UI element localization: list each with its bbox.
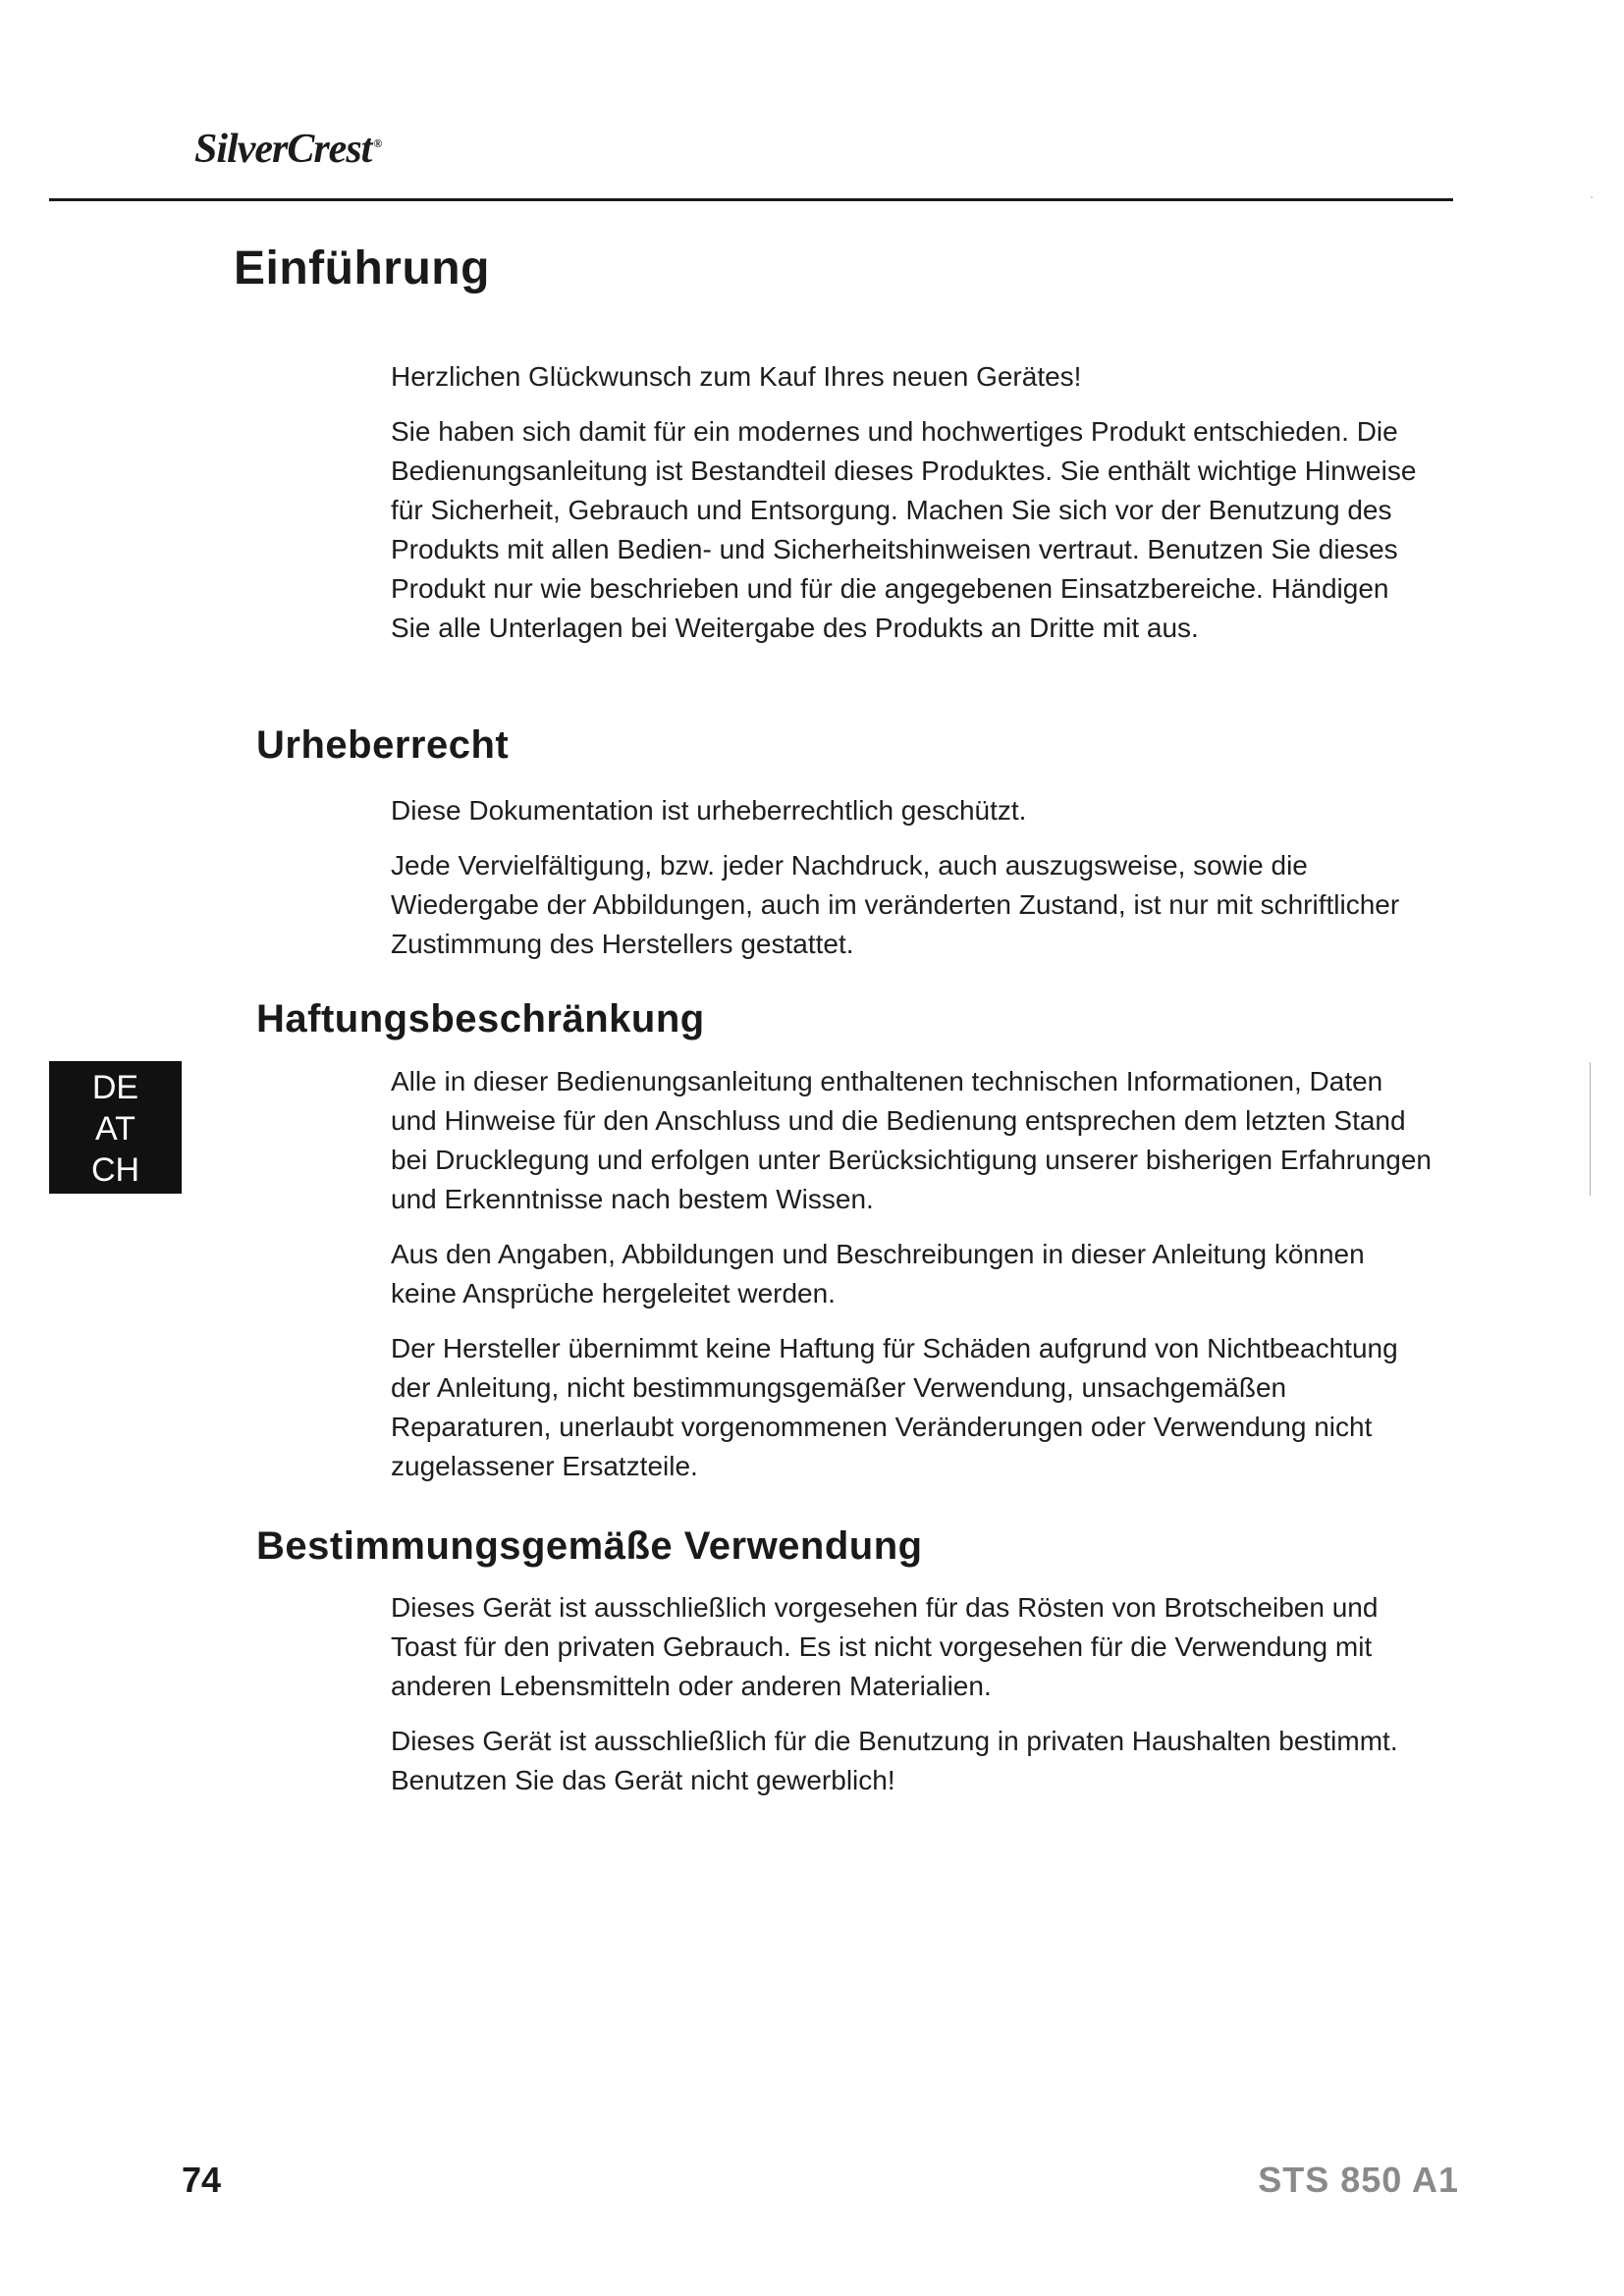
language-code-at: AT — [95, 1110, 135, 1148]
section-heading-bestimmungsgemaesse-verwendung: Bestimmungsgemäße Verwendung — [256, 1524, 923, 1568]
page-number: 74 — [182, 2160, 222, 2200]
paragraph: Herzlichen Glückwunsch zum Kauf Ihres neuen Gerätes! — [391, 361, 1082, 392]
brand-logo — [194, 126, 381, 173]
section-body-bestimmungsgemaesse-verwendung — [391, 1588, 1432, 1816]
paragraph: Dieses Gerät ist ausschließlich für die Benutzung in privaten Haushalten bestimmt. Benutzen Sie das Gerät nicht gewerblich! — [391, 1726, 1398, 1795]
header-divider — [49, 198, 1453, 201]
margin-mark — [1591, 196, 1593, 198]
paragraph: Aus den Angaben, Abbildungen und Beschreibungen in dieser Anleitung können keine Ansprüche hergeleitet werden. — [391, 1239, 1365, 1308]
language-code-ch: CH — [90, 1151, 140, 1189]
section-body-einfuehrung — [391, 357, 1432, 664]
paragraph: Diese Dokumentation ist urheberrechtlich geschützt. — [391, 795, 1027, 826]
paragraph: Der Hersteller übernimmt keine Haftung für Schäden aufgrund von Nichtbeachtung der Anleitung, nicht bestimmungsgemäßer Verwendung, unsachgemäßen Reparaturen, unerlaubt vorgenommenen Veränderungen oder Verwendung nicht zugelassener Ersatzteile. — [391, 1333, 1398, 1481]
language-code-de: DE — [91, 1069, 139, 1106]
section-body-urheberrecht — [391, 791, 1432, 980]
paragraph: Sie haben sich damit für ein modernes und hochwertiges Produkt entschieden. Die Bedienungsanleitung ist Bestandteil dieses Produktes. Sie enthält wichtige Hinweise für Sicherheit, Gebrauch und Entsorgung. Machen Sie sich vor der Benutzung des Produkts mit allen Bedien- und Sicherheitshinweisen vertraut. Benutzen Sie dieses Produkt nur wie beschrieben und für die angegebenen Einsatzbereiche. Händigen Sie alle Unterlagen bei Weitergabe des Produkts an Dritte mit aus. — [391, 416, 1417, 643]
paragraph: Alle in dieser Bedienungsanleitung enthaltenen technischen Informationen, Daten und Hinweise für den Anschluss und die Bedienung entsprechen dem letzten Stand bei Drucklegung und erfolgen unter Berücksichtigung unserer bisherigen Erfahrungen und Erkenntnisse nach bestem Wissen. — [391, 1066, 1432, 1214]
brand-name: SilverCrest — [194, 127, 372, 172]
paragraph: Jede Vervielfältigung, bzw. jeder Nachdruck, auch auszugsweise, sowie die Wiedergabe der Abbildungen, auch im veränderten Zustand, ist nur mit schriftlicher Zustimmung des Herstellers gestattet. — [391, 850, 1400, 959]
section-heading-urheberrecht: Urheberrecht — [256, 723, 510, 767]
registered-mark: ® — [373, 136, 382, 150]
margin-line — [1590, 1062, 1591, 1196]
section-heading-haftungsbeschraenkung: Haftungsbeschränkung — [256, 997, 705, 1041]
language-tab — [49, 1061, 182, 1194]
section-heading-einfuehrung: Einführung — [234, 242, 490, 294]
paragraph: Dieses Gerät ist ausschließlich vorgesehen für das Rösten von Brotscheiben und Toast für den privaten Gebrauch. Es ist nicht vorgesehen für die Verwendung mit anderen Lebensmitteln oder anderen Materialien. — [391, 1592, 1379, 1701]
model-number: STS 850 A1 — [1258, 2160, 1459, 2200]
section-body-haftungsbeschraenkung — [391, 1062, 1432, 1502]
